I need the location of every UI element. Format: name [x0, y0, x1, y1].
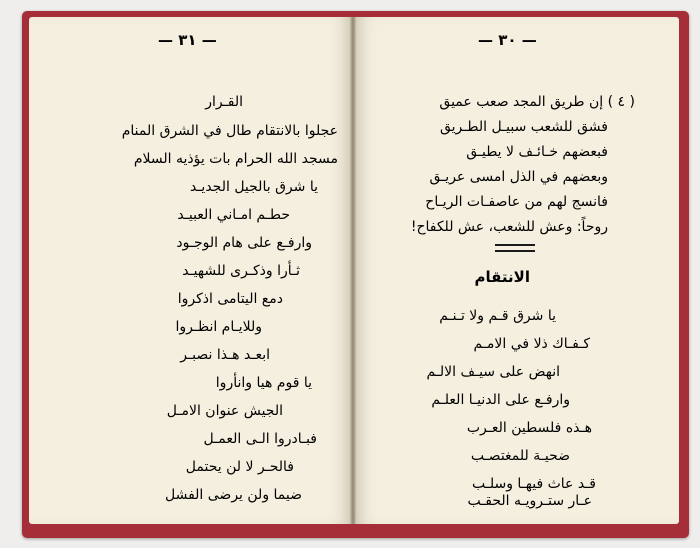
left-line: حطـم امـاني العبيـد	[177, 207, 290, 223]
right-line: فانسج لهم من عاصفـات الريـاح	[425, 194, 608, 210]
right-line: روحاً: وعش للشعب، عش للكفاح!	[410, 219, 608, 235]
right-line: وبعضهم في الذل امسى عريـق	[429, 169, 608, 185]
right-section-line: يا شرق قـم ولا تـنـم	[439, 308, 556, 324]
section-divider	[495, 244, 535, 252]
right-page-number: — ٣٠ —	[478, 31, 537, 49]
left-line: دمع اليتامى اذكروا	[177, 291, 283, 307]
left-line: ضيما ولن يرضى الفشل	[164, 487, 302, 503]
left-line: فالحـر لا لن يحتمل	[185, 459, 294, 475]
left-line: ثـأرا وذكـرى للشهيـد	[182, 263, 300, 279]
left-line: مسجد الله الحرام بات يؤذيه السلام	[133, 151, 338, 167]
left-line: يا قوم هيا وانأروا	[215, 375, 312, 391]
left-line: وارفـع على هام الوجـود	[176, 235, 312, 251]
right-section-line: انهض على سيـف الالـم	[426, 364, 560, 380]
right-section-line: كـفـاك ذلا في الامـم	[473, 336, 590, 352]
left-heading-line: القـرار	[205, 94, 243, 110]
right-line: فشق للشعب سبيـل الطـريق	[439, 119, 608, 135]
right-section-line: ضحيـة للمغتصـب	[470, 448, 570, 464]
right-section-line: عـار ستـرويـه الحقـب	[467, 493, 592, 509]
left-page-number: — ٣١ —	[158, 31, 217, 49]
right-line: ( ٤ ) إن طريق المجد صعب عميق	[439, 94, 635, 110]
right-section-line: هـذه فلسطين العـرب	[466, 420, 592, 436]
section-title: الانتقام	[474, 268, 530, 286]
left-line: فبـادروا الـى العمـل	[203, 431, 317, 447]
right-section-line: قـد عاث فيهـا وسلـب	[471, 476, 596, 492]
left-line: يا شرق بالجيل الجديـد	[189, 179, 318, 195]
right-section-line: وارفـع على الدنيـا العلـم	[431, 392, 570, 408]
left-line: وللايـام انظـروا	[175, 319, 262, 335]
left-line: الجيش عنوان الامـل	[166, 403, 283, 419]
left-line: عجلوا بالانتقام طال في الشرق المنام	[121, 123, 338, 139]
book-gutter	[350, 17, 356, 524]
left-line: ابعـد هـذا نصبـر	[180, 347, 270, 363]
right-line: فبعضهم خـائـف لا يطيـق	[466, 144, 608, 160]
